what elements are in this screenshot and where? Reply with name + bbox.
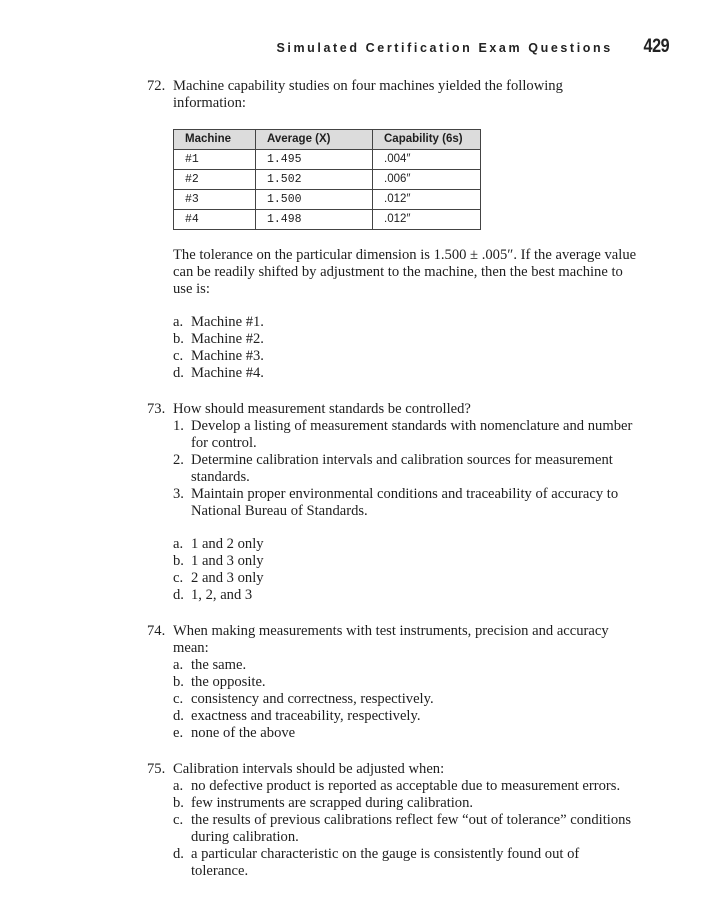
answer-choices: [173, 314, 637, 382]
choice-text: the results of previous calibrations reflect few “out of tolerance” conditions during calibration.: [191, 812, 632, 845]
table-cell: .004″: [373, 150, 481, 170]
choice-label: b.: [173, 674, 184, 690]
choice-label: d.: [173, 708, 184, 724]
choice-label: a.: [173, 778, 184, 794]
choice-text: Machine #3.: [191, 348, 264, 364]
table-row: [174, 170, 481, 190]
choice-label: c.: [173, 570, 184, 586]
choice-label: b.: [173, 331, 184, 347]
answer-choice: [173, 691, 637, 708]
page-header: [276, 36, 669, 58]
running-title: Simulated Certification Exam Questions: [276, 41, 613, 55]
answer-choice: [173, 348, 637, 365]
table-row: [174, 210, 481, 230]
answer-choice: [173, 725, 637, 742]
choice-label: c.: [173, 691, 184, 707]
choice-label: c.: [173, 348, 184, 364]
choice-text: Machine #2.: [191, 331, 264, 347]
page-content: [147, 78, 637, 880]
statement-item: [173, 452, 637, 486]
table-cell: .012″: [373, 210, 481, 230]
choice-text: no defective product is reported as acceptable due to measurement errors.: [191, 778, 621, 794]
page-number: 429: [643, 36, 669, 57]
choice-label: d.: [173, 587, 184, 603]
answer-choices: [173, 657, 637, 742]
capability-table: [173, 129, 481, 230]
table-cell: #3: [174, 190, 256, 210]
choice-text: none of the above: [191, 725, 296, 741]
choice-text: Machine #4.: [191, 365, 264, 381]
question-number: 72.: [147, 78, 166, 94]
choice-label: e.: [173, 725, 184, 741]
choice-text: a particular characteristic on the gauge is consistently found out of tolerance.: [191, 846, 580, 879]
question-text: How should measurement standards be controlled?: [173, 401, 471, 417]
choice-label: c.: [173, 812, 184, 828]
choice-label: a.: [173, 314, 184, 330]
answer-choice: [173, 708, 637, 725]
answer-choice: [173, 778, 637, 795]
numbered-statements: [173, 418, 637, 520]
statement-item: [173, 418, 637, 452]
question-73: [147, 401, 637, 604]
table-cell: 1.498: [256, 210, 373, 230]
answer-choice: [173, 846, 637, 880]
choice-label: a.: [173, 536, 184, 552]
question-number: 74.: [147, 623, 166, 639]
choice-text: Machine #1.: [191, 314, 264, 330]
choice-text: few instruments are scrapped during calibration.: [191, 795, 474, 811]
choice-label: b.: [173, 553, 184, 569]
question-text: When making measurements with test instruments, precision and accuracy mean:: [173, 623, 609, 656]
table-cell: 1.500: [256, 190, 373, 210]
answer-choice: [173, 536, 637, 553]
choice-label: b.: [173, 795, 184, 811]
choice-label: d.: [173, 846, 184, 862]
question-number: 73.: [147, 401, 166, 417]
choice-text: exactness and traceability, respectively.: [191, 708, 421, 724]
answer-choice: [173, 795, 637, 812]
table-header-row: [174, 130, 481, 150]
question-72: [147, 78, 637, 382]
statement-text: Maintain proper environmental conditions and traceability of accuracy to National Bureau of Standards.: [191, 486, 619, 519]
answer-choice: [173, 657, 637, 674]
answer-choice: [173, 674, 637, 691]
answer-choice: [173, 365, 637, 382]
table-cell: 1.495: [256, 150, 373, 170]
table-row: [174, 150, 481, 170]
table-cell: #1: [174, 150, 256, 170]
question-followup-text: The tolerance on the particular dimension is 1.500 ± .005″. If the average value can be readily shifted by adjustment to the machine, then the best machine to use is:: [173, 247, 637, 297]
column-header-machine: Machine: [174, 130, 256, 150]
answer-choice: [173, 812, 637, 846]
question-75: [147, 761, 637, 880]
answer-choice: [173, 553, 637, 570]
table-cell: .012″: [373, 190, 481, 210]
column-header-average: Average (X): [256, 130, 373, 150]
question-text: Machine capability studies on four machines yielded the following information:: [173, 78, 563, 111]
answer-choice: [173, 331, 637, 348]
question-text: Calibration intervals should be adjusted when:: [173, 761, 445, 777]
choice-text: 2 and 3 only: [191, 570, 264, 586]
question-number: 75.: [147, 761, 166, 777]
choice-text: 1, 2, and 3: [191, 587, 253, 603]
statement-label: 1.: [173, 418, 184, 434]
table-cell: #4: [174, 210, 256, 230]
table-cell: .006″: [373, 170, 481, 190]
statement-text: Determine calibration intervals and calibration sources for measurement standards.: [191, 452, 613, 485]
choice-label: d.: [173, 365, 184, 381]
table-row: [174, 190, 481, 210]
choice-text: the opposite.: [191, 674, 266, 690]
choice-text: 1 and 3 only: [191, 553, 264, 569]
question-74: [147, 623, 637, 742]
statement-text: Develop a listing of measurement standards with nomenclature and number for control.: [191, 418, 633, 451]
answer-choice: [173, 587, 637, 604]
answer-choices: [173, 778, 637, 880]
choice-label: a.: [173, 657, 184, 673]
answer-choice: [173, 314, 637, 331]
answer-choices: [173, 536, 637, 604]
answer-choice: [173, 570, 637, 587]
statement-label: 3.: [173, 486, 184, 502]
statement-label: 2.: [173, 452, 184, 468]
table-cell: #2: [174, 170, 256, 190]
choice-text: the same.: [191, 657, 247, 673]
choice-text: consistency and correctness, respectively.: [191, 691, 434, 707]
choice-text: 1 and 2 only: [191, 536, 264, 552]
column-header-capability: Capability (6s): [373, 130, 481, 150]
statement-item: [173, 486, 637, 520]
table-cell: 1.502: [256, 170, 373, 190]
